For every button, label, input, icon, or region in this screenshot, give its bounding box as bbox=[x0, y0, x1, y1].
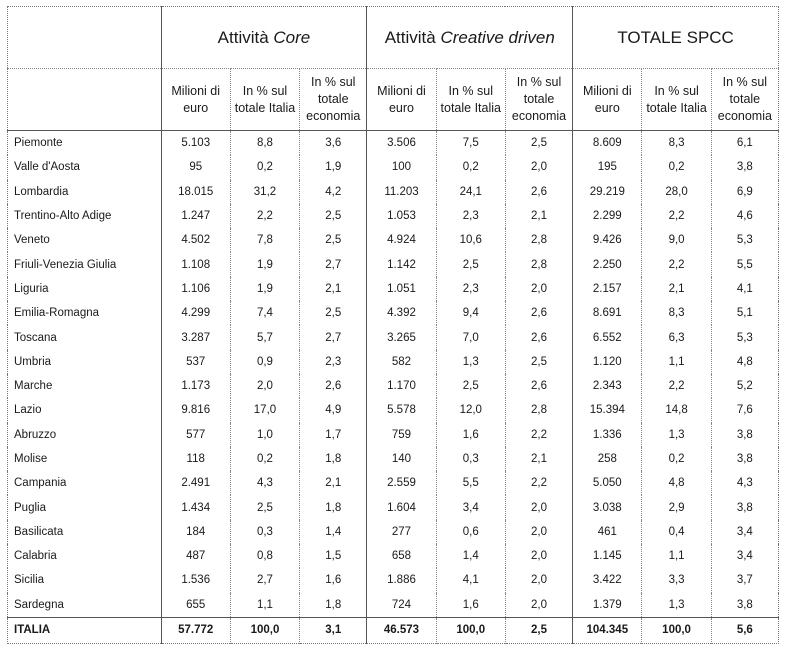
value-cell: 11.203 bbox=[367, 180, 436, 204]
value-cell: 2,7 bbox=[300, 325, 367, 349]
value-cell: 258 bbox=[573, 447, 642, 471]
table-row bbox=[8, 350, 779, 374]
total-row bbox=[8, 617, 779, 643]
value-cell: 2,9 bbox=[642, 495, 711, 519]
region-name: Campania bbox=[8, 471, 162, 495]
region-name: Lazio bbox=[8, 398, 162, 422]
value-cell: 0,2 bbox=[230, 447, 299, 471]
value-cell: 1.106 bbox=[161, 277, 230, 301]
value-cell: 2,0 bbox=[505, 277, 572, 301]
region-name: Liguria bbox=[8, 277, 162, 301]
value-cell: 2,2 bbox=[230, 204, 299, 228]
value-cell: 1.108 bbox=[161, 252, 230, 276]
total-value-cell: 100,0 bbox=[642, 617, 711, 643]
value-cell: 2,2 bbox=[505, 423, 572, 447]
value-cell: 1,3 bbox=[642, 423, 711, 447]
table-row bbox=[8, 374, 779, 398]
value-cell: 5,7 bbox=[230, 325, 299, 349]
value-cell: 2,2 bbox=[642, 252, 711, 276]
total-value-cell: 2,5 bbox=[505, 617, 572, 643]
value-cell: 1,1 bbox=[642, 544, 711, 568]
table-row bbox=[8, 131, 779, 156]
value-cell: 2,8 bbox=[505, 228, 572, 252]
value-cell: 487 bbox=[161, 544, 230, 568]
total-region-name: ITALIA bbox=[8, 617, 162, 643]
value-cell: 2,0 bbox=[505, 568, 572, 592]
value-cell: 0,3 bbox=[230, 520, 299, 544]
core-millions-header: Milioni di euro bbox=[161, 69, 230, 131]
value-cell: 8,8 bbox=[230, 131, 299, 156]
value-cell: 2,7 bbox=[230, 568, 299, 592]
value-cell: 3,4 bbox=[736, 550, 753, 563]
value-cell: 2.559 bbox=[367, 471, 436, 495]
table-row bbox=[8, 204, 779, 228]
value-cell: 2,5 bbox=[505, 350, 572, 374]
group-total-header: TOTALE SPCC bbox=[573, 7, 779, 69]
region-name: Sicilia bbox=[8, 568, 162, 592]
value-cell: 8,3 bbox=[642, 301, 711, 325]
table-row bbox=[8, 568, 779, 592]
value-cell: 1.604 bbox=[367, 495, 436, 519]
region-name: Marche bbox=[8, 374, 162, 398]
value-cell: 2,0 bbox=[505, 155, 572, 179]
value-cell: 1,4 bbox=[300, 520, 367, 544]
value-cell: 1.173 bbox=[161, 374, 230, 398]
table-row bbox=[8, 423, 779, 447]
value-cell: 100 bbox=[367, 155, 436, 179]
value-cell: 2,2 bbox=[642, 204, 711, 228]
value-cell: 577 bbox=[161, 423, 230, 447]
value-cell: 2,1 bbox=[505, 447, 572, 471]
value-cell: 1.247 bbox=[161, 204, 230, 228]
creative-millions-header: Milioni di euro bbox=[367, 69, 436, 131]
group-core-prefix: Attività bbox=[217, 27, 274, 47]
value-cell: 1.120 bbox=[573, 350, 642, 374]
value-cell: 1,6 bbox=[300, 568, 367, 592]
value-cell: 0,2 bbox=[230, 155, 299, 179]
region-name: Basilicata bbox=[8, 520, 162, 544]
value-cell: 2.491 bbox=[161, 471, 230, 495]
value-cell: 1,1 bbox=[642, 350, 711, 374]
region-name: Calabria bbox=[8, 544, 162, 568]
value-cell: 2,0 bbox=[505, 544, 572, 568]
value-cell: 6,3 bbox=[642, 325, 711, 349]
total-value-cell: 57.772 bbox=[161, 617, 230, 643]
value-cell: 1.170 bbox=[367, 374, 436, 398]
value-cell: 1.336 bbox=[573, 423, 642, 447]
value-cell: 3,4 bbox=[736, 525, 753, 538]
value-cell: 0,8 bbox=[230, 544, 299, 568]
value-cell: 118 bbox=[161, 447, 230, 471]
total-millions-header: Milioni di euro bbox=[573, 69, 642, 131]
value-cell: 3,4 bbox=[436, 495, 505, 519]
region-name: Emilia-Romagna bbox=[8, 301, 162, 325]
value-cell: 14,8 bbox=[642, 398, 711, 422]
table-row bbox=[8, 593, 779, 618]
value-cell: 3,6 bbox=[300, 131, 367, 156]
value-cell: 4,3 bbox=[736, 477, 753, 490]
value-cell: 5,3 bbox=[736, 234, 753, 247]
region-name: Puglia bbox=[8, 495, 162, 519]
value-cell: 17,0 bbox=[230, 398, 299, 422]
value-cell: 0,2 bbox=[642, 447, 711, 471]
table-row bbox=[8, 277, 779, 301]
corner-cell-2 bbox=[8, 69, 162, 131]
value-cell: 4,2 bbox=[300, 180, 367, 204]
value-cell: 2,1 bbox=[642, 277, 711, 301]
region-name: Toscana bbox=[8, 325, 162, 349]
region-name: Lombardia bbox=[8, 180, 162, 204]
value-cell: 5,2 bbox=[736, 380, 753, 393]
value-cell: 1.142 bbox=[367, 252, 436, 276]
value-cell: 3,8 bbox=[736, 428, 753, 441]
group-creative-header bbox=[367, 7, 573, 69]
value-cell: 2,8 bbox=[505, 398, 572, 422]
value-cell: 5.578 bbox=[367, 398, 436, 422]
value-cell: 5.103 bbox=[161, 131, 230, 156]
value-cell: 6,9 bbox=[736, 185, 753, 198]
region-name: Piemonte bbox=[8, 131, 162, 156]
region-name: Veneto bbox=[8, 228, 162, 252]
table-row bbox=[8, 180, 779, 204]
value-cell: 655 bbox=[161, 593, 230, 618]
value-cell: 1,9 bbox=[230, 252, 299, 276]
total-value-cell: 100,0 bbox=[436, 617, 505, 643]
value-cell: 29.219 bbox=[573, 180, 642, 204]
value-cell: 1.434 bbox=[161, 495, 230, 519]
value-cell: 0,9 bbox=[230, 350, 299, 374]
value-cell: 8,3 bbox=[642, 131, 711, 156]
corner-cell bbox=[8, 7, 162, 69]
group-header-row bbox=[8, 7, 779, 69]
value-cell: 1,7 bbox=[300, 423, 367, 447]
value-cell: 461 bbox=[573, 520, 642, 544]
value-cell: 15.394 bbox=[573, 398, 642, 422]
value-cell: 7,4 bbox=[230, 301, 299, 325]
value-cell: 1.145 bbox=[573, 544, 642, 568]
value-cell: 1,6 bbox=[436, 593, 505, 618]
value-cell: 2,0 bbox=[505, 593, 572, 618]
value-cell: 9,0 bbox=[642, 228, 711, 252]
value-cell: 2,5 bbox=[300, 301, 367, 325]
table-row bbox=[8, 471, 779, 495]
value-cell: 2,6 bbox=[505, 325, 572, 349]
value-cell: 5,3 bbox=[736, 331, 753, 344]
table-row bbox=[8, 301, 779, 325]
value-cell: 3.506 bbox=[367, 131, 436, 156]
value-cell: 3,8 bbox=[736, 598, 753, 611]
value-cell: 2,5 bbox=[230, 495, 299, 519]
regional-spcc-table bbox=[7, 6, 779, 644]
total-pct-italy-header: In % sul totale Italia bbox=[642, 69, 711, 131]
value-cell: 5.050 bbox=[573, 471, 642, 495]
value-cell: 1,0 bbox=[230, 423, 299, 447]
value-cell: 2.250 bbox=[573, 252, 642, 276]
core-pct-economy-header: In % sul totale economia bbox=[300, 69, 367, 131]
value-cell: 1,9 bbox=[300, 155, 367, 179]
value-cell: 140 bbox=[367, 447, 436, 471]
value-cell: 4,8 bbox=[642, 471, 711, 495]
total-value-cell: 46.573 bbox=[367, 617, 436, 643]
value-cell: 2,1 bbox=[505, 204, 572, 228]
value-cell: 1.536 bbox=[161, 568, 230, 592]
value-cell: 18.015 bbox=[161, 180, 230, 204]
value-cell: 1,3 bbox=[642, 593, 711, 618]
value-cell: 8.609 bbox=[573, 131, 642, 156]
core-pct-italy-header: In % sul totale Italia bbox=[230, 69, 299, 131]
region-name: Trentino-Alto Adige bbox=[8, 204, 162, 228]
value-cell: 277 bbox=[367, 520, 436, 544]
value-cell: 3.287 bbox=[161, 325, 230, 349]
table-row bbox=[8, 228, 779, 252]
total-pct-economy-header: In % sul totale economia bbox=[711, 69, 778, 131]
creative-pct-economy-header: In % sul totale economia bbox=[505, 69, 572, 131]
value-cell: 3.265 bbox=[367, 325, 436, 349]
value-cell: 3,8 bbox=[736, 501, 753, 514]
table-row bbox=[8, 495, 779, 519]
value-cell: 28,0 bbox=[642, 180, 711, 204]
region-name: Molise bbox=[8, 447, 162, 471]
table-row bbox=[8, 544, 779, 568]
value-cell: 2,1 bbox=[300, 471, 367, 495]
value-cell: 95 bbox=[161, 155, 230, 179]
value-cell: 195 bbox=[573, 155, 642, 179]
value-cell: 10,6 bbox=[436, 228, 505, 252]
table-row bbox=[8, 447, 779, 471]
value-cell: 3.038 bbox=[573, 495, 642, 519]
value-cell: 5,5 bbox=[736, 258, 753, 271]
value-cell: 2,5 bbox=[300, 228, 367, 252]
value-cell: 658 bbox=[367, 544, 436, 568]
value-cell: 2,0 bbox=[505, 495, 572, 519]
value-cell: 0,3 bbox=[436, 447, 505, 471]
value-cell: 184 bbox=[161, 520, 230, 544]
group-creative-em: Creative driven bbox=[440, 27, 555, 47]
value-cell: 2,8 bbox=[505, 252, 572, 276]
table-body bbox=[8, 131, 779, 644]
value-cell: 2,3 bbox=[300, 350, 367, 374]
value-cell: 5,1 bbox=[736, 307, 753, 320]
sub-header-row bbox=[8, 69, 779, 131]
region-name: Sardegna bbox=[8, 593, 162, 618]
value-cell: 7,6 bbox=[736, 404, 753, 417]
value-cell: 9.816 bbox=[161, 398, 230, 422]
region-name: Umbria bbox=[8, 350, 162, 374]
value-cell: 6,1 bbox=[736, 137, 753, 150]
value-cell: 2,5 bbox=[505, 131, 572, 156]
value-cell: 1,9 bbox=[230, 277, 299, 301]
value-cell: 2,2 bbox=[505, 471, 572, 495]
value-cell: 4.299 bbox=[161, 301, 230, 325]
value-cell: 31,2 bbox=[230, 180, 299, 204]
value-cell: 1.379 bbox=[573, 593, 642, 618]
value-cell: 2,6 bbox=[300, 374, 367, 398]
value-cell: 1,5 bbox=[300, 544, 367, 568]
value-cell: 0,4 bbox=[642, 520, 711, 544]
value-cell: 4,9 bbox=[300, 398, 367, 422]
value-cell: 537 bbox=[161, 350, 230, 374]
value-cell: 3,3 bbox=[642, 568, 711, 592]
group-creative-prefix: Attività bbox=[384, 27, 441, 47]
value-cell: 2,5 bbox=[436, 252, 505, 276]
value-cell: 2.299 bbox=[573, 204, 642, 228]
value-cell: 4,1 bbox=[436, 568, 505, 592]
value-cell: 2,6 bbox=[505, 301, 572, 325]
value-cell: 4,3 bbox=[230, 471, 299, 495]
value-cell: 7,8 bbox=[230, 228, 299, 252]
value-cell: 1.051 bbox=[367, 277, 436, 301]
value-cell: 2,0 bbox=[230, 374, 299, 398]
value-cell: 2,0 bbox=[505, 520, 572, 544]
value-cell: 4,6 bbox=[736, 210, 753, 223]
region-name: Friuli-Venezia Giulia bbox=[8, 252, 162, 276]
value-cell: 9.426 bbox=[573, 228, 642, 252]
value-cell: 8.691 bbox=[573, 301, 642, 325]
total-value-cell: 5,6 bbox=[711, 617, 778, 643]
value-cell: 1,1 bbox=[230, 593, 299, 618]
group-core-header bbox=[161, 7, 367, 69]
value-cell: 1,3 bbox=[436, 350, 505, 374]
value-cell: 1.053 bbox=[367, 204, 436, 228]
value-cell: 2,6 bbox=[505, 374, 572, 398]
creative-pct-italy-header: In % sul totale Italia bbox=[436, 69, 505, 131]
value-cell: 2,7 bbox=[300, 252, 367, 276]
value-cell: 6.552 bbox=[573, 325, 642, 349]
table-row bbox=[8, 398, 779, 422]
value-cell: 3,8 bbox=[736, 453, 753, 465]
value-cell: 0,2 bbox=[436, 155, 505, 179]
value-cell: 2.157 bbox=[573, 277, 642, 301]
total-value-cell: 3,1 bbox=[300, 617, 367, 643]
group-core-em: Core bbox=[273, 27, 311, 47]
value-cell: 2,1 bbox=[300, 277, 367, 301]
value-cell: 0,6 bbox=[436, 520, 505, 544]
value-cell: 4,1 bbox=[736, 282, 753, 295]
value-cell: 3.422 bbox=[573, 568, 642, 592]
value-cell: 582 bbox=[367, 350, 436, 374]
value-cell: 3,7 bbox=[736, 574, 753, 587]
value-cell: 2.343 bbox=[573, 374, 642, 398]
value-cell: 12,0 bbox=[436, 398, 505, 422]
value-cell: 5,5 bbox=[436, 471, 505, 495]
total-value-cell: 100,0 bbox=[230, 617, 299, 643]
value-cell: 4,8 bbox=[736, 355, 753, 368]
value-cell: 2,3 bbox=[436, 277, 505, 301]
value-cell: 2,2 bbox=[642, 374, 711, 398]
value-cell: 4.392 bbox=[367, 301, 436, 325]
total-value-cell: 104.345 bbox=[573, 617, 642, 643]
table-row bbox=[8, 155, 779, 179]
value-cell: 2,3 bbox=[436, 204, 505, 228]
value-cell: 2,5 bbox=[436, 374, 505, 398]
value-cell: 1.886 bbox=[367, 568, 436, 592]
value-cell: 7,5 bbox=[436, 131, 505, 156]
value-cell: 1,8 bbox=[300, 495, 367, 519]
value-cell: 1,4 bbox=[436, 544, 505, 568]
value-cell: 759 bbox=[367, 423, 436, 447]
table-row bbox=[8, 252, 779, 276]
region-name: Valle d'Aosta bbox=[8, 155, 162, 179]
value-cell: 3,8 bbox=[736, 161, 753, 174]
value-cell: 4.502 bbox=[161, 228, 230, 252]
table-row bbox=[8, 520, 779, 544]
value-cell: 2,5 bbox=[300, 204, 367, 228]
value-cell: 9,4 bbox=[436, 301, 505, 325]
region-name: Abruzzo bbox=[8, 423, 162, 447]
table-row bbox=[8, 325, 779, 349]
value-cell: 2,6 bbox=[505, 180, 572, 204]
value-cell: 1,8 bbox=[300, 593, 367, 618]
value-cell: 1,6 bbox=[436, 423, 505, 447]
value-cell: 24,1 bbox=[436, 180, 505, 204]
value-cell: 0,2 bbox=[642, 155, 711, 179]
value-cell: 1,8 bbox=[300, 447, 367, 471]
value-cell: 4.924 bbox=[367, 228, 436, 252]
value-cell: 7,0 bbox=[436, 325, 505, 349]
value-cell: 724 bbox=[367, 593, 436, 618]
